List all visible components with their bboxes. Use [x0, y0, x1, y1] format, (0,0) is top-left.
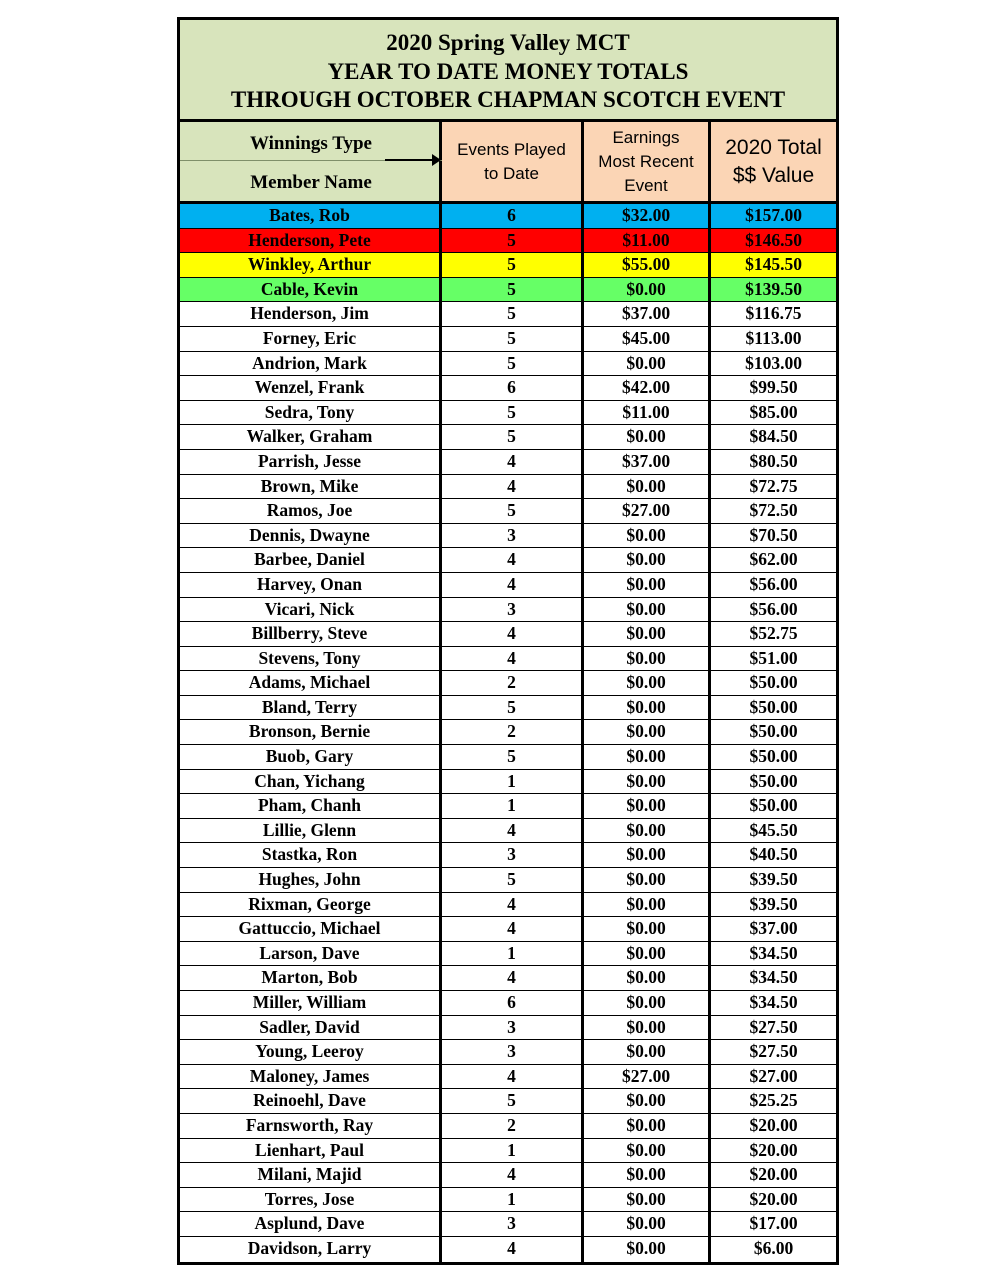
total-value-cell: $39.50 — [749, 893, 798, 914]
total-value-cell: $139.50 — [745, 278, 802, 299]
table-row — [180, 401, 836, 426]
total-value-cell: $116.75 — [745, 303, 802, 324]
events-played-cell: 4 — [442, 548, 584, 572]
table-row — [180, 893, 836, 918]
member-name-cell: Stevens, Tony — [180, 647, 442, 671]
member-name-cell: Sadler, David — [180, 1016, 442, 1040]
total-value-cell: $45.50 — [749, 819, 798, 840]
table-row — [180, 1237, 836, 1262]
total-value-cell: $40.50 — [749, 844, 798, 865]
member-name-cell: Bates, Rob — [180, 204, 442, 228]
member-name-cell: Maloney, James — [180, 1065, 442, 1089]
events-played-cell: 5 — [442, 302, 584, 326]
recent-earnings-cell: $42.00 — [584, 376, 711, 400]
total-value-cell: $80.50 — [749, 450, 798, 471]
recent-earnings-cell: $0.00 — [584, 352, 711, 376]
table-title — [180, 20, 836, 122]
events-played-cell: 4 — [442, 573, 584, 597]
member-name-cell: Reinoehl, Dave — [180, 1089, 442, 1113]
table-row — [180, 376, 836, 401]
recent-earnings-cell: $27.00 — [584, 1065, 711, 1089]
table-row — [180, 548, 836, 573]
events-played-cell: 4 — [442, 622, 584, 646]
table-row — [180, 229, 836, 254]
total-value-cell: $56.00 — [749, 573, 798, 594]
title-line-3: THROUGH OCTOBER CHAPMAN SCOTCH EVENT — [230, 87, 786, 112]
member-name-cell: Young, Leeroy — [180, 1040, 442, 1064]
events-played-cell: 5 — [442, 745, 584, 769]
events-played-cell: 4 — [442, 917, 584, 941]
total-value-cell: $52.75 — [749, 623, 798, 644]
table-row — [180, 524, 836, 549]
recent-earnings-cell: $0.00 — [584, 598, 711, 622]
events-played-cell: 2 — [442, 1114, 584, 1138]
events-played-cell: 5 — [442, 1089, 584, 1113]
total-value-cell: $17.00 — [749, 1213, 798, 1234]
recent-earnings-cell: $0.00 — [584, 647, 711, 671]
total-value-cell: $6.00 — [753, 1237, 794, 1258]
table-row — [180, 622, 836, 647]
events-played-cell: 1 — [442, 770, 584, 794]
table-row — [180, 671, 836, 696]
header-events-line-1: Events Played — [457, 139, 566, 159]
member-name-cell: Bronson, Bernie — [180, 720, 442, 744]
table-row — [180, 499, 836, 524]
recent-earnings-cell: $0.00 — [584, 794, 711, 818]
table-row — [180, 302, 836, 327]
events-played-cell: 1 — [442, 794, 584, 818]
events-played-cell: 5 — [442, 253, 584, 277]
events-played-cell: 4 — [442, 1065, 584, 1089]
total-value-cell: $20.00 — [749, 1188, 798, 1209]
table-row — [180, 966, 836, 991]
title-line-2: YEAR TO DATE MONEY TOTALS — [327, 58, 689, 84]
table-row — [180, 1089, 836, 1114]
recent-earnings-cell: $0.00 — [584, 1188, 711, 1212]
table-row — [180, 1016, 836, 1041]
total-value-cell: $34.50 — [749, 992, 798, 1012]
recent-earnings-cell: $0.00 — [584, 942, 711, 966]
member-name-cell: Pham, Chanh — [180, 794, 442, 818]
recent-earnings-cell: $0.00 — [584, 548, 711, 572]
member-name-cell: Wenzel, Frank — [180, 376, 442, 400]
table-body — [180, 204, 836, 1262]
member-name-cell: Barbee, Daniel — [180, 548, 442, 572]
member-name-cell: Stastka, Ron — [180, 843, 442, 867]
member-name-cell: Bland, Terry — [180, 696, 442, 720]
recent-earnings-cell: $0.00 — [584, 278, 711, 302]
recent-earnings-cell: $0.00 — [584, 1139, 711, 1163]
total-value-cell: $20.00 — [749, 1164, 798, 1185]
member-name-cell: Marton, Bob — [180, 966, 442, 990]
table-row — [180, 1040, 836, 1065]
total-value-cell: $51.00 — [749, 647, 798, 668]
member-name-cell: Ramos, Joe — [180, 499, 442, 523]
recent-earnings-cell: $0.00 — [584, 843, 711, 867]
total-value-cell: $34.50 — [749, 942, 798, 963]
member-name-cell: Farnsworth, Ray — [180, 1114, 442, 1138]
header-events-played — [442, 122, 584, 201]
total-value-cell: $56.00 — [749, 598, 798, 619]
table-row — [180, 1163, 836, 1188]
events-played-cell: 6 — [442, 376, 584, 400]
member-name-cell: Henderson, Pete — [180, 229, 442, 253]
recent-earnings-cell: $0.00 — [584, 696, 711, 720]
events-played-cell: 2 — [442, 671, 584, 695]
table-row — [180, 1188, 836, 1213]
header-member-column — [180, 122, 442, 201]
total-value-cell: $50.00 — [749, 672, 798, 693]
table-row — [180, 647, 836, 672]
member-name-cell: Rixman, George — [180, 893, 442, 917]
total-value-cell: $103.00 — [745, 352, 802, 373]
table-row — [180, 720, 836, 745]
total-value-cell: $72.75 — [749, 475, 798, 496]
member-name-cell: Andrion, Mark — [180, 352, 442, 376]
total-value-cell: $157.00 — [745, 205, 802, 225]
recent-earnings-cell: $0.00 — [584, 1163, 711, 1187]
events-played-cell: 5 — [442, 327, 584, 351]
total-value-cell: $146.50 — [745, 229, 802, 250]
events-played-cell: 3 — [442, 843, 584, 867]
table-row — [180, 991, 836, 1016]
table-row — [180, 475, 836, 500]
events-played-cell: 5 — [442, 229, 584, 253]
recent-earnings-cell: $0.00 — [584, 573, 711, 597]
member-name-cell: Lillie, Glenn — [180, 819, 442, 843]
events-played-cell: 5 — [442, 499, 584, 523]
recent-earnings-cell: $0.00 — [584, 425, 711, 449]
table-row — [180, 327, 836, 352]
table-row — [180, 696, 836, 721]
recent-earnings-cell: $0.00 — [584, 720, 711, 744]
events-played-cell: 4 — [442, 819, 584, 843]
table-row — [180, 573, 836, 598]
recent-earnings-cell: $0.00 — [584, 671, 711, 695]
recent-earnings-cell: $55.00 — [584, 253, 711, 277]
title-line-1: 2020 Spring Valley MCT — [386, 30, 630, 55]
recent-earnings-cell: $0.00 — [584, 1114, 711, 1138]
member-name-cell: Asplund, Dave — [180, 1212, 442, 1236]
table-row — [180, 1114, 836, 1139]
total-value-cell: $50.00 — [749, 721, 798, 742]
member-name-cell: Parrish, Jesse — [180, 450, 442, 474]
recent-earnings-cell: $0.00 — [584, 819, 711, 843]
member-name-cell: Hughes, John — [180, 868, 442, 892]
table-row — [180, 942, 836, 967]
recent-earnings-cell: $0.00 — [584, 1089, 711, 1113]
recent-earnings-cell: $11.00 — [584, 229, 711, 253]
table-row — [180, 352, 836, 377]
events-played-cell: 5 — [442, 425, 584, 449]
total-value-cell: $25.25 — [749, 1090, 798, 1111]
table-row — [180, 1212, 836, 1237]
member-name-cell: Larson, Dave — [180, 942, 442, 966]
total-value-cell: $145.50 — [745, 254, 802, 275]
header-total-value — [711, 122, 836, 201]
events-played-cell: 4 — [442, 450, 584, 474]
member-name-cell: Gattuccio, Michael — [180, 917, 442, 941]
header-total-line-2: $$ Value — [732, 163, 815, 187]
recent-earnings-cell: $0.00 — [584, 991, 711, 1015]
recent-earnings-cell: $0.00 — [584, 1212, 711, 1236]
events-played-cell: 4 — [442, 1163, 584, 1187]
table-row — [180, 843, 836, 868]
events-played-cell: 6 — [442, 991, 584, 1015]
table-row — [180, 450, 836, 475]
recent-earnings-cell: $45.00 — [584, 327, 711, 351]
total-value-cell: $27.50 — [749, 1041, 798, 1062]
events-played-cell: 3 — [442, 1016, 584, 1040]
recent-earnings-cell: $0.00 — [584, 1237, 711, 1262]
header-earnings-line-1: Earnings — [612, 127, 680, 147]
total-value-cell: $113.00 — [745, 327, 802, 348]
header-member-name: Member Name — [250, 172, 372, 193]
total-value-cell: $85.00 — [749, 401, 798, 422]
recent-earnings-cell: $0.00 — [584, 475, 711, 499]
table-row — [180, 868, 836, 893]
total-value-cell: $27.00 — [749, 1065, 798, 1086]
member-name-cell: Cable, Kevin — [180, 278, 442, 302]
total-value-cell: $20.00 — [749, 1139, 798, 1160]
events-played-cell: 1 — [442, 1139, 584, 1163]
member-name-cell: Buob, Gary — [180, 745, 442, 769]
events-played-cell: 4 — [442, 475, 584, 499]
total-value-cell: $27.50 — [749, 1016, 798, 1037]
total-value-cell: $20.00 — [749, 1114, 798, 1135]
recent-earnings-cell: $0.00 — [584, 893, 711, 917]
table-row — [180, 204, 836, 229]
table-row — [180, 745, 836, 770]
header-earnings-line-3: Event — [624, 175, 668, 195]
table-row — [180, 598, 836, 623]
total-value-cell: $50.00 — [749, 696, 798, 717]
total-value-cell: $34.50 — [749, 967, 798, 988]
member-name-cell: Davidson, Larry — [180, 1237, 442, 1262]
total-value-cell: $39.50 — [749, 869, 798, 890]
member-name-cell: Sedra, Tony — [180, 401, 442, 425]
events-played-cell: 6 — [442, 204, 584, 228]
table-row — [180, 425, 836, 450]
member-name-cell: Miller, William — [180, 991, 442, 1015]
recent-earnings-cell: $0.00 — [584, 966, 711, 990]
recent-earnings-cell: $0.00 — [584, 1016, 711, 1040]
total-value-cell: $50.00 — [749, 746, 798, 767]
member-name-cell: Winkley, Arthur — [180, 253, 442, 277]
table-row — [180, 917, 836, 942]
recent-earnings-cell: $0.00 — [584, 1040, 711, 1064]
header-earnings-recent — [584, 122, 711, 201]
member-name-cell: Henderson, Jim — [180, 302, 442, 326]
member-name-cell: Adams, Michael — [180, 671, 442, 695]
events-played-cell: 5 — [442, 696, 584, 720]
recent-earnings-cell: $0.00 — [584, 745, 711, 769]
member-name-cell: Harvey, Onan — [180, 573, 442, 597]
table-row — [180, 1139, 836, 1164]
events-played-cell: 1 — [442, 1188, 584, 1212]
table-row — [180, 794, 836, 819]
member-name-cell: Billberry, Steve — [180, 622, 442, 646]
events-played-cell: 2 — [442, 720, 584, 744]
recent-earnings-cell: $0.00 — [584, 524, 711, 548]
member-name-cell: Brown, Mike — [180, 475, 442, 499]
recent-earnings-cell: $27.00 — [584, 499, 711, 523]
events-played-cell: 5 — [442, 401, 584, 425]
money-totals-table — [177, 17, 839, 1265]
recent-earnings-cell: $32.00 — [584, 204, 711, 228]
events-played-cell: 4 — [442, 1237, 584, 1262]
table-row — [180, 278, 836, 303]
header-earnings-line-2: Most Recent — [598, 151, 694, 171]
right-arrow-icon — [385, 159, 435, 161]
member-name-cell: Dennis, Dwayne — [180, 524, 442, 548]
header-total-line-1: 2020 Total — [725, 135, 822, 159]
total-value-cell: $99.50 — [749, 377, 798, 398]
events-played-cell: 3 — [442, 598, 584, 622]
events-played-cell: 5 — [442, 352, 584, 376]
recent-earnings-cell: $11.00 — [584, 401, 711, 425]
events-played-cell: 4 — [442, 647, 584, 671]
header-winnings-type: Winnings Type — [180, 130, 442, 161]
member-name-cell: Chan, Yichang — [180, 770, 442, 794]
member-name-cell: Walker, Graham — [180, 425, 442, 449]
total-value-cell: $84.50 — [749, 426, 798, 447]
events-played-cell: 4 — [442, 893, 584, 917]
member-name-cell: Forney, Eric — [180, 327, 442, 351]
total-value-cell: $50.00 — [749, 770, 798, 791]
events-played-cell: 1 — [442, 942, 584, 966]
recent-earnings-cell: $37.00 — [584, 302, 711, 326]
member-name-cell: Lienhart, Paul — [180, 1139, 442, 1163]
events-played-cell: 3 — [442, 1212, 584, 1236]
recent-earnings-cell: $0.00 — [584, 917, 711, 941]
total-value-cell: $72.50 — [749, 500, 798, 521]
member-name-cell: Vicari, Nick — [180, 598, 442, 622]
recent-earnings-cell: $0.00 — [584, 868, 711, 892]
events-played-cell: 4 — [442, 966, 584, 990]
column-header-row — [180, 122, 836, 204]
table-row — [180, 1065, 836, 1090]
total-value-cell: $50.00 — [749, 795, 798, 816]
total-value-cell: $70.50 — [749, 524, 798, 545]
member-name-cell: Torres, Jose — [180, 1188, 442, 1212]
recent-earnings-cell: $37.00 — [584, 450, 711, 474]
total-value-cell: $37.00 — [749, 918, 798, 939]
events-played-cell: 5 — [442, 868, 584, 892]
header-events-line-2: to Date — [484, 163, 539, 183]
recent-earnings-cell: $0.00 — [584, 622, 711, 646]
table-row — [180, 819, 836, 844]
events-played-cell: 3 — [442, 1040, 584, 1064]
table-row — [180, 253, 836, 278]
events-played-cell: 3 — [442, 524, 584, 548]
member-name-cell: Milani, Majid — [180, 1163, 442, 1187]
recent-earnings-cell: $0.00 — [584, 770, 711, 794]
events-played-cell: 5 — [442, 278, 584, 302]
table-row — [180, 770, 836, 795]
total-value-cell: $62.00 — [749, 549, 798, 570]
